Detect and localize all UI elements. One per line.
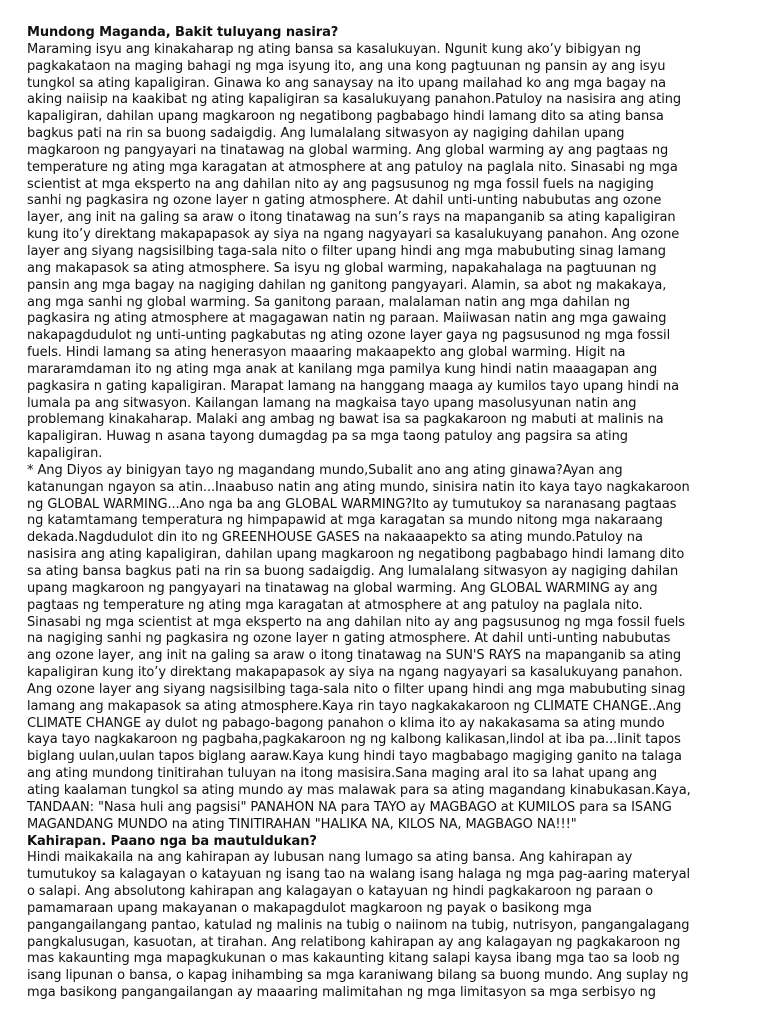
text-line: TANDAAN: "Nasa huli ang pagsisi" PANAHON NA para TAYO ay MAGBAGO at KUMILOS para sa ISANG: [27, 799, 672, 815]
text-line: sanhi ng pagkasira ng ozone layer n gating atmosphere. At dahil unti-unting nabubutas ang ozone: [27, 193, 662, 209]
text-line: bagkus pati na rin sa buong sadaigdig. Ang lumalalang sitwasyon ay nagiging dahilan upang: [27, 126, 625, 142]
text-line: kaya tayo nagkakaroon ng pagbaha,pagkakaroon ng ng kalbong kalikasan,lindol at iba pa...Iinit tapos: [27, 732, 681, 748]
text-line: pangkalusugan, kasuotan, at tirahan. Ang relatibong kahirapan ay ang kalagayan ng pagkakaroon ng: [27, 934, 681, 950]
document-page: [27, 25, 745, 1002]
text-line: temperature ng ating mga karagatan at atmosphere at ang patuloy na paglala nito. Sinasabi ng mga: [27, 159, 678, 175]
text-line: mas kakaunting mga mapagkukunan o mas kakaunting kitang salapi kaysa ibang mga tao sa loob ng: [27, 951, 680, 967]
text-line: ng GLOBAL WARMING...Ano nga ba ang GLOBAL WARMING?Ito ay tumutukoy sa naranasang pagtaas: [27, 496, 677, 512]
text-line: pagkasira n gating kapaligiran. Marapat lamang na hanggang maaga ay kumilos tayo upang hindi na: [27, 378, 679, 394]
text-line: mararamdaman ito ng ating mga anak at kanilang mga pamilya kung hindi natin maaagapan ang: [27, 361, 658, 377]
text-line: layer ang siyang nagsisilbing taga-sala nito o filter upang hindi ang mga mabubuting sinag lamang: [27, 243, 666, 259]
section-heading: Mundong Maganda, Bakit tuluyang nasira?: [27, 25, 339, 40]
section-heading: Kahirapan. Paano nga ba mautuldukan?: [27, 833, 317, 849]
text-line: pagtaas ng temperature ng ating mga karagatan at atmosphere at ang patuloy na paglala nito.: [27, 597, 643, 613]
text-line: ang makapasok sa ating atmosphere. Sa isyu ng global warming, napakahalaga na pagtuunan ng: [27, 260, 657, 276]
text-line: Hindi maikakaila na ang kahirapan ay lubusan nang lumago sa ating bansa. Ang kahirapan ay: [27, 850, 633, 866]
text-line: tumutukoy sa kalagayan o katayuan ng isang tao na walang isang halaga ng mga pag-aaring materyal: [27, 867, 691, 883]
section-global-warming: [27, 25, 745, 834]
text-line: pagkasira ng ating atmosphere at magagawan natin ng paraan. Maiiwasan natin ang mga gawaing: [27, 311, 667, 327]
text-line: problemang kinakaharap. Malaki ang ambag ng bawat isa sa pagkakaroon ng mabuti at malinis na: [27, 412, 664, 428]
text-line: upang magkaroon ng pangyayari na tinatawag na global warming. Ang GLOBAL WARMING ay ang: [27, 580, 658, 596]
text-line: biglang uulan,uulan tapos biglang aaraw.Kaya kung hindi tayo magbabago magiging ganito na talaga: [27, 749, 682, 765]
text-line: magkaroon ng pangyayari na tinatawag na global warming. Ang global warming ay ang pagtaas ng: [27, 142, 669, 158]
text-line: ang ozone layer, ang init na galing sa araw o itong tinatawag na SUN'S RAYS na mapanganib sa ating: [27, 648, 682, 664]
text-line: katanungan ngayon sa atin...Inaabuso natin ang ating mundo, sinisira natin ito kaya tayo nagkakaroon: [27, 479, 690, 495]
text-line: lamang ang makapasok sa ating atmosphere.Kaya rin tayo nagkakakaroon ng CLIMATE CHANGE..Ang: [27, 698, 682, 714]
text-line: sa ating bansa bagkus pati na rin sa buong sadaigdig. Ang lumalalang sitwasyon ay nagiging dahilan: [27, 564, 679, 579]
text-line: ang ating mundong tinitirahan tuluyan na itong masisira.Sana maging aral ito sa lahat upang ang: [27, 766, 658, 782]
text-line: nakapagdudulot ng unti-unting pagkabutas ng ating ozone layer gaya ng pagsusunod ng mga fossil: [27, 328, 671, 344]
text-line: pagkakataon na maging bahagi ng mga isyung ito, ang una kong pagtuunan ng pansin ay ang isyu: [27, 58, 666, 74]
text-line: o salapi. Ang absolutong kahirapan ang kalagayan o katayuan ng hindi pagkakaroon ng paraan o: [27, 884, 654, 900]
text-line: mga basikong pangangailangan ay maaaring malimitahan ng mga limitasyon sa mga serbisyo ng: [27, 985, 656, 1001]
text-line: tungkol sa ating kapaligiran. Ginawa ko ang sanaysay na ito upang mailahad ko ang mga bagay na: [27, 75, 667, 91]
text-line: Maraming isyu ang kinakaharap ng ating bansa sa kasalukuyan. Ngunit kung ako’y bibigyan ng: [27, 41, 641, 57]
text-line: pansin ang mga bagay na nagiging dahilan ng ganitong pangyayari. Alamin, sa abot ng makakaya,: [27, 277, 667, 293]
text-line: scientist at mga eksperto na ang dahilan nito ay ang pagsusunog ng mga fossil fuels na nagiging: [27, 176, 654, 192]
section-kahirapan: [27, 834, 745, 1002]
paragraph: [27, 850, 745, 1002]
text-line: kapaligiran kung ito’y direktang makapapasok ay siya na ngang nagyayari sa kasalukuyang panahon.: [27, 665, 683, 681]
text-line: kapaligiran. Huwag n asana tayong dumagdag pa sa mga taong patuloy ang pagsira sa ating: [27, 429, 628, 445]
text-line: na nagiging sanhi ng pagkasira ng ozone layer n gating atmosphere. At dahil unti-unting nabubutas: [27, 631, 671, 647]
text-line: lumala pa ang sitwasyon. Kailangan lamang na magkaisa tayo upang masolusyunan natin ang: [27, 395, 637, 411]
text-line: kapaligiran.: [27, 446, 103, 462]
paragraph: [27, 42, 745, 463]
text-line: dekada.Nagdudulot din ito ng GREENHOUSE GASES na nakaaapekto sa ating mundo.Patuloy na: [27, 530, 643, 546]
text-line: ng katamtamang temperatura ng himpapawid at mga karagatan sa mundo nitong mga nakaraang: [27, 513, 663, 529]
text-line: isang lipunan o bansa, o kapag inihambing sa mga karaniwang bilang sa buong mundo. Ang suplay ng: [27, 968, 689, 984]
text-line: nasisira ang ating kapaligiran, dahilan upang magkaroon ng negatibong pagbabago hindi lamang dito: [27, 547, 685, 563]
paragraph: [27, 463, 745, 834]
text-line: ating kaalaman tungkol sa ating mundo ay mas malawak para sa ating magandang kinabukasan.Kaya,: [27, 782, 691, 798]
text-line: pangangailangang pantao, katulad ng malinis na tubig o naiinom na tubig, nutrisyon, pangangalagang: [27, 917, 690, 933]
text-line: pamamaraan upang makayanan o makapagdulot magkaroon ng payak o basikong mga: [27, 900, 592, 916]
text-line: CLIMATE CHANGE ay dulot ng pabago-bagong panahon o klima ito ay nakakasama sa ating mundo: [27, 715, 665, 731]
text-line: Sinasabi ng mga scientist at mga eksperto na ang dahilan nito ay ang pagsusunog ng mga fossil fuels: [27, 614, 685, 630]
text-line: * Ang Diyos ay binigyan tayo ng magandang mundo,Subalit ano ang ating ginawa?Ayan ang: [27, 462, 623, 478]
text-line: fuels. Hindi lamang sa ating henerasyon maaaring makaapekto ang global warming. Higit na: [27, 345, 626, 361]
text-line: layer, ang init na galing sa araw o itong tinatawag na sun’s rays na mapanganib sa ating kapaligiran: [27, 210, 676, 226]
text-line: MAGANDANG MUNDO na ating TINITIRAHAN "HALIKA NA, KILOS NA, MAGBAGO NA!!!": [27, 816, 577, 832]
text-line: kapaligiran, dahilan upang magkaroon ng negatibong pagbabago hindi lamang dito sa ating bansa: [27, 109, 664, 125]
text-line: kung ito’y direktang makapapasok ay siya na ngang nagyayari sa kasalukuyang panahon. Ang ozone: [27, 227, 680, 243]
text-line: Ang ozone layer ang siyang nagsisilbing taga-sala nito o filter upang hindi ang mga mabubuting sinag: [27, 681, 686, 697]
text-line: aking naiisip na kaakibat ng ating kapaligiran sa kasalukuyang panahon.Patuloy na nasisira ang ating: [27, 92, 682, 108]
text-line: ang mga sanhi ng global warming. Sa ganitong paraan, malalaman natin ang mga dahilan ng: [27, 294, 631, 310]
